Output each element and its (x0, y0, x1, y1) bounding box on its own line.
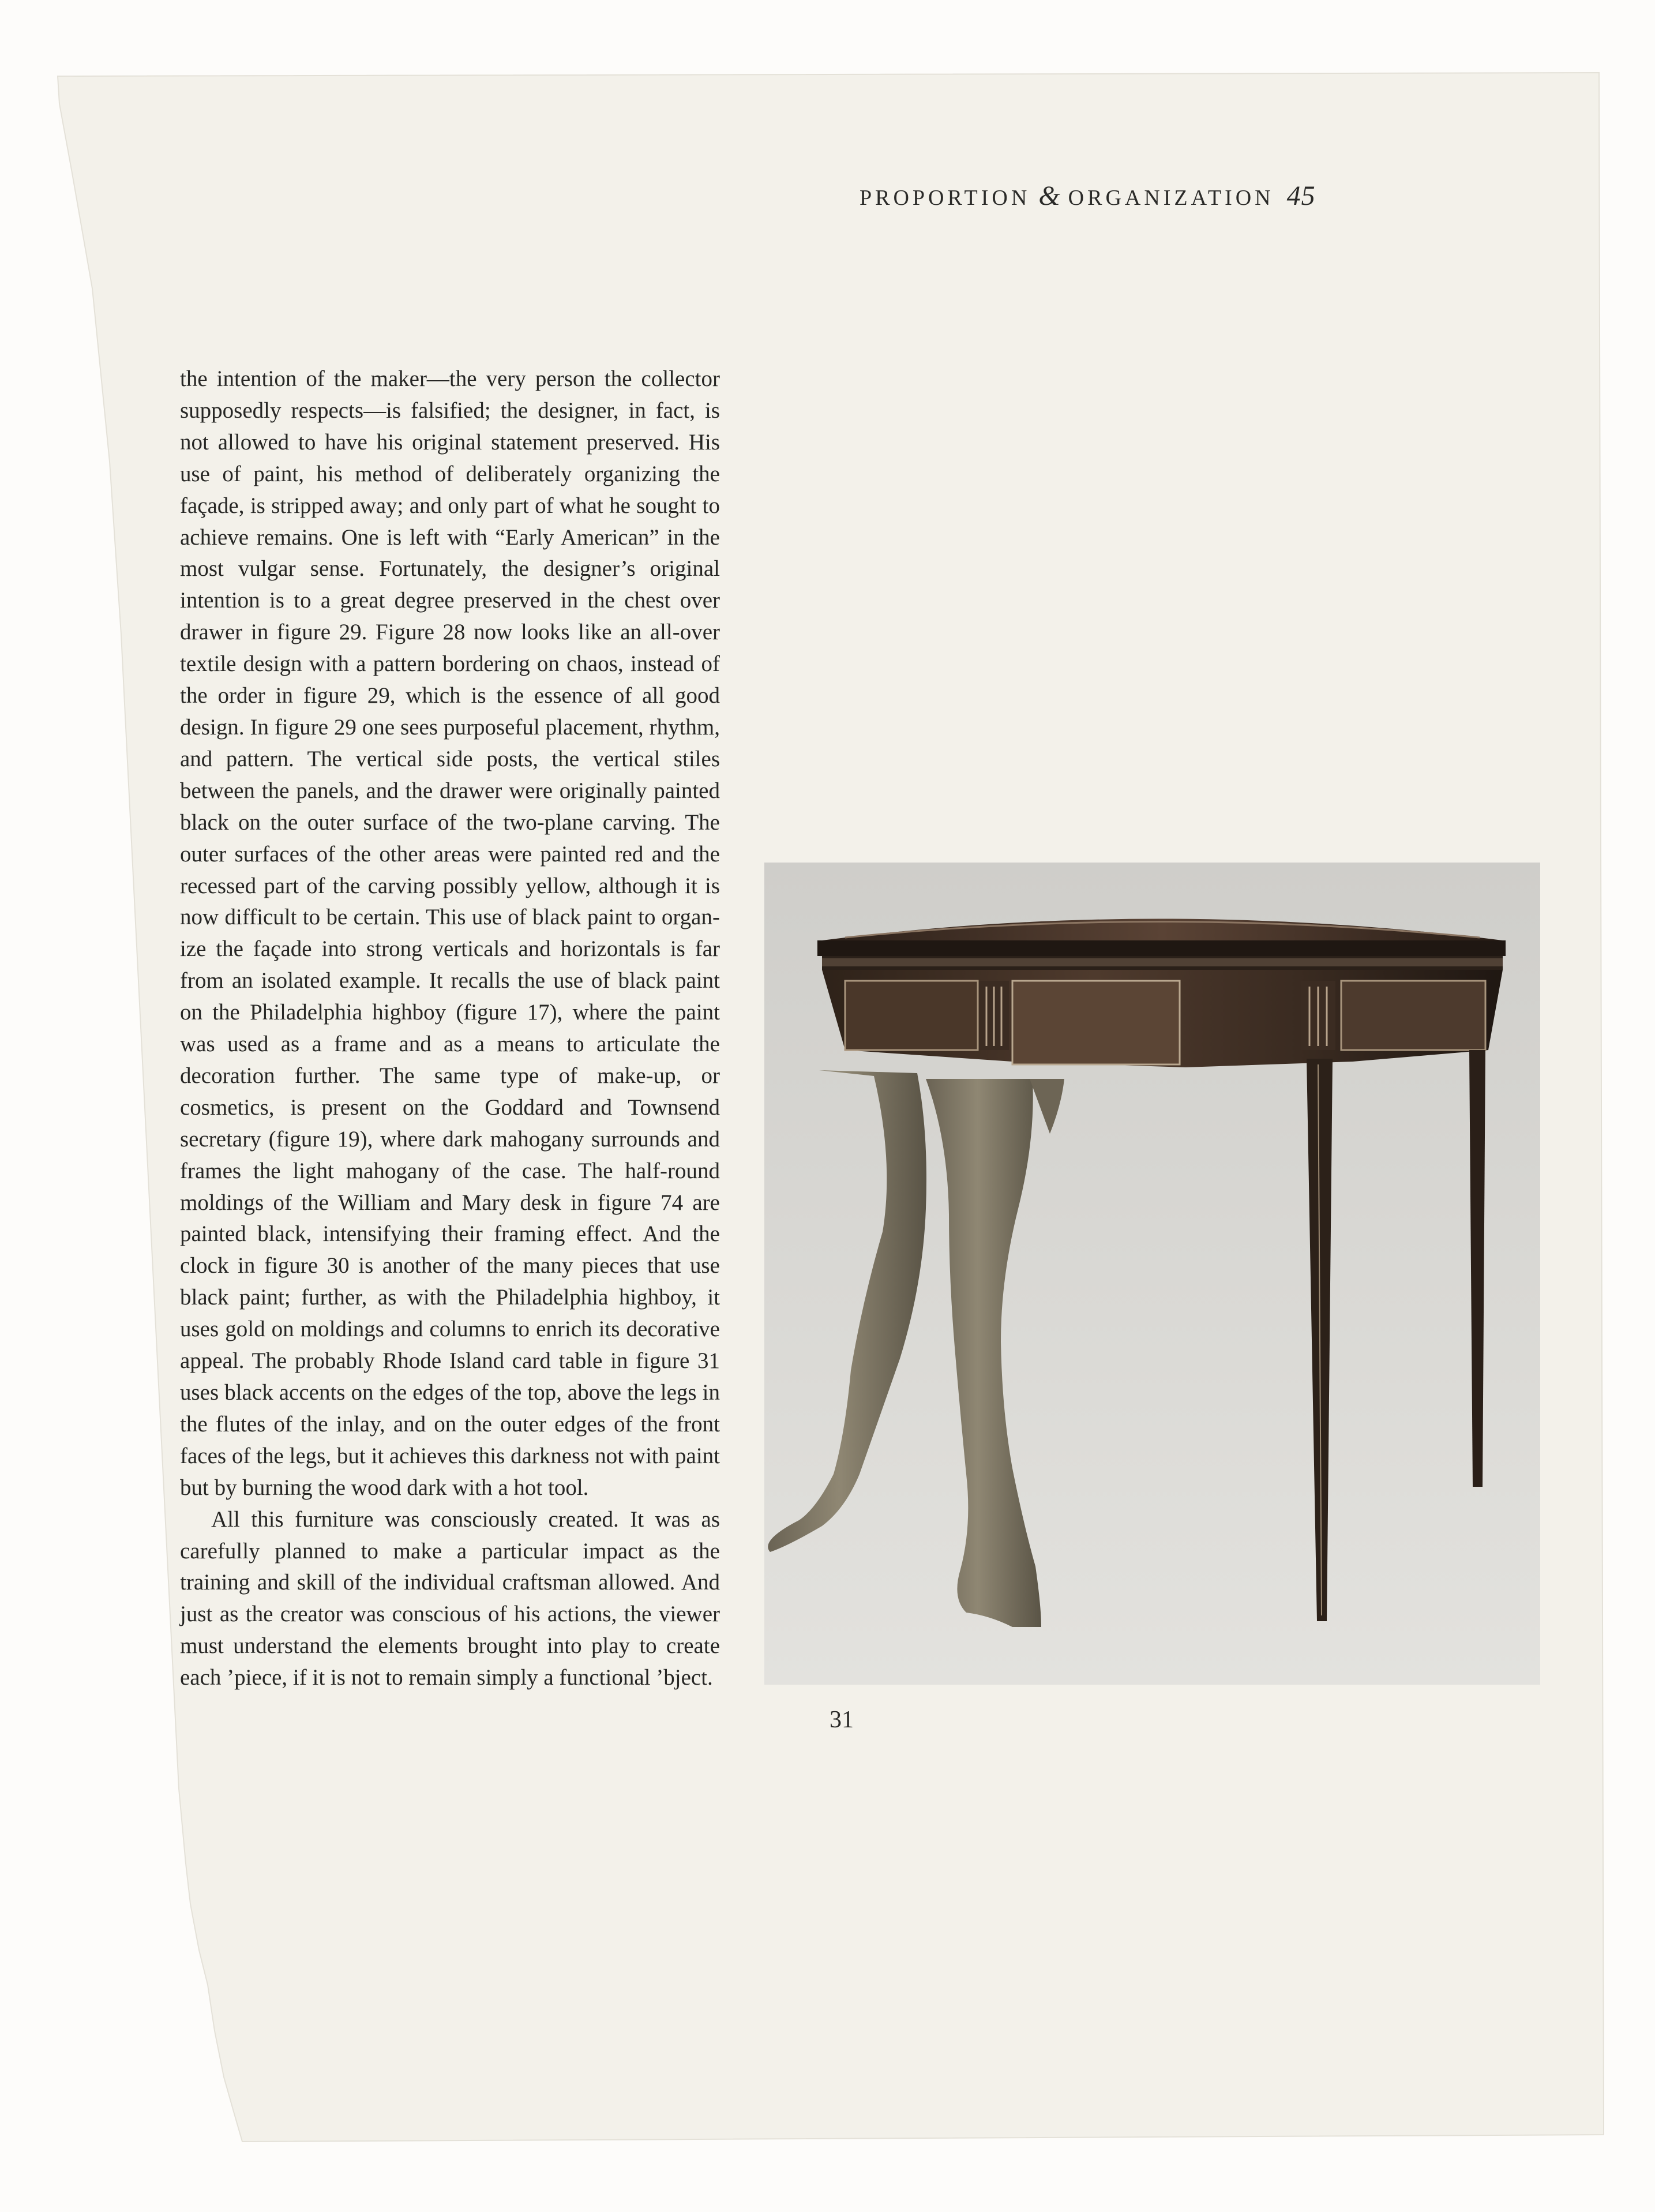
page-number: 45 (1286, 181, 1316, 211)
card-table-illustration (764, 863, 1540, 1685)
running-head-left-word: PROPORTION (860, 186, 1031, 210)
figure-caption: 31 (830, 1707, 854, 1733)
running-head (860, 179, 1361, 213)
running-head-ampersand: & (1038, 181, 1060, 211)
body-paragraph: All this furniture was consciously created. It was as carefully planned to make a particular impact as the training and skill of the individual craftsman allowed. And just as the creator was conscious of his actions, the viewer must understand the elements brought into play to create each ’piece, if it is not to remain simply a functional ’bject. (180, 1506, 720, 1690)
body-paragraph: the intention of the maker—the very person the collector supposedly respects—is falsified; the designer, in fact, is not allowed to have his original statement preserved. His use of paint, his method of deliberately organizing the façade, is stripped away; and only part of what he sought to achieve remains. One is left with “Early American” in the most vulgar sense. Fortunately, the designer’s original intention is to a great degree preserved in the chest over drawer in figure 29. Figure 28 now looks like an all-over textile design with a pattern bordering on chaos, instead of the order in figure 29, which is the essence of all good design. In figure 29 one sees purposeful placement, rhythm, and pattern. The vertical side posts, the vertical stiles between the panels, and the drawer were originally painted black on the outer surface of the two-plane carving. The outer surfaces of the other areas were painted red and the recessed part of the carving possibly yellow, although it is now difficult to be certain. This use of black paint to organize the façade into strong verticals and horizontals is far from an isolated example. It recalls the use of black paint on the Philadelphia highboy (figure 17), where the paint was used as a frame and as a means to articulate the decoration further. The same type of make-up, or cosmetics, is present on the Goddard and Townsend secretary (figure 19), where dark mahogany surrounds and frames the light mahogany of the case. The half-round moldings of the William and Mary desk in figure 74 are painted black, intensifying their framing effect. And the clock in figure 30 is another of the many pieces that use black paint; further, as with the Philadelphia highboy, it uses gold on moldings and columns to enrich its decorative appeal. The probably Rhode Island card table in figure 31 uses black accents on the edges of the top, above the legs in the flutes of the inlay, and on the outer edges of the front faces of the legs, but it achieves this darkness not with paint but by burning the wood dark with a hot tool. (180, 366, 720, 1500)
running-head-right-word: ORGANIZATION (1068, 186, 1274, 210)
figure-photo-card-table (764, 863, 1540, 1685)
body-text-column (180, 363, 720, 1694)
